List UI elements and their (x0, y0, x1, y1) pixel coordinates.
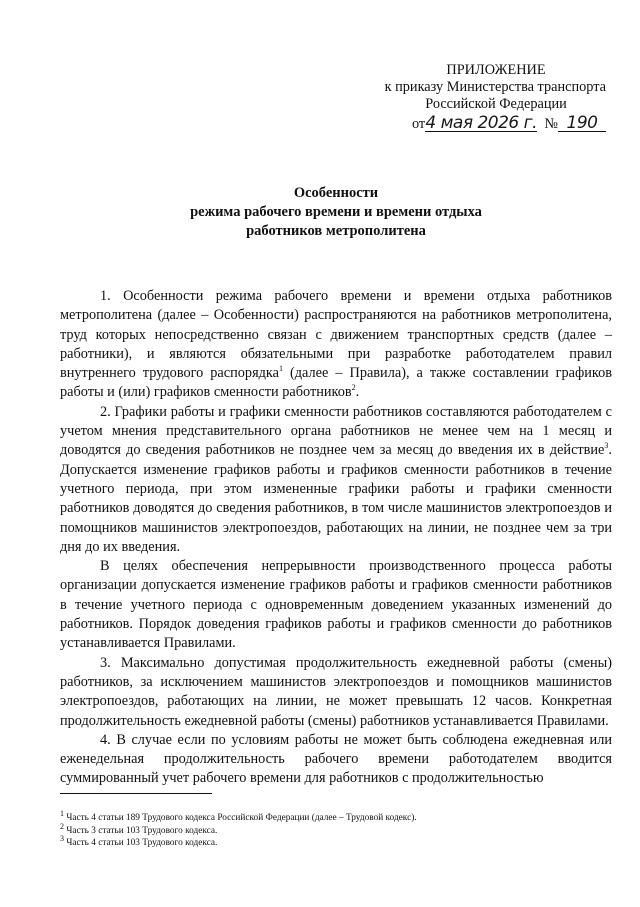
paragraph-2 (60, 403, 612, 557)
footnote-2-text: Часть 3 статьи 103 Трудового кодекса. (64, 825, 218, 836)
footnote-1 (60, 808, 620, 825)
paragraph-1-text-a: 1. Особенности режима рабочего времени и времени отдыха работников метрополитена (далее – Особенности) распространяются на работников метрополитена, труд которых непосредственно связан с движением транспортных средств (далее – работники), и являются обязательными при разработке работодателем правил внутреннего трудового распорядка (60, 288, 612, 382)
paragraph-1 (60, 287, 612, 403)
document-body (60, 287, 612, 789)
paragraph-1-text-c: . (355, 384, 360, 401)
paragraph-5: 4. В случае если по условиям работы не может быть соблюдена ежедневная или еженедельная продолжительность рабочего времени работодателем вводится суммированный учет рабочего времени для работников с продолжительностью (60, 731, 612, 787)
footnote-2-number: 2 (60, 821, 64, 831)
footnote-2 (60, 821, 620, 838)
title-line-3: работников метрополитена (246, 223, 426, 239)
handwritten-number: 190 (558, 115, 606, 132)
footnote-separator (60, 793, 212, 794)
paragraph-3: В целях обеспечения непрерывности производственного процесса работы организации допускается изменение графиков работы и графиков сменности работников в течение учетного периода с одновременным доведением указанных изменений до работников. Порядок доведения графиков работы и графиков сменности до работников устанавливается Правилами. (60, 558, 612, 652)
footnote-3-number: 3 (60, 833, 64, 843)
date-prefix: от (411, 116, 426, 132)
document-title (60, 184, 612, 241)
title-line-2: режима рабочего времени и времени отдыха (190, 204, 482, 220)
footnote-1-number: 1 (60, 808, 64, 818)
paragraph-1-text-b: (далее – Правила), а также составлении графиков работы и (или) графиков сменности работников (60, 365, 612, 401)
paragraph-4: 3. Максимально допустимая продолжительность ежедневной работы (смены) работников, за исключением машинистов электропоездов и помощников машинистов электропоездов, работающих на линии, не может превышать 12 часов. Конкретная продолжительность ежедневной работы (смены) работников устанавливается Правилами. (60, 654, 612, 729)
footnote-3-text: Часть 4 статьи 103 Трудового кодекса. (64, 838, 218, 848)
footnote-ref-3: 3 (604, 441, 609, 451)
number-prefix: № (544, 116, 558, 132)
paragraph-2-text-a: 2. Графики работы и графики сменности работников составляются работодателем с учетом мнения представительного органа работников не менее чем на 1 месяц и доводятся до сведения работников не позднее чем за месяц до введения их в действие (60, 403, 612, 459)
footnote-ref-1: 1 (279, 364, 283, 374)
title-line-1: Особенности (293, 185, 379, 201)
federation-line: Российской Федерации (425, 96, 567, 112)
footnote-3 (60, 833, 620, 850)
approval-block (346, 62, 606, 133)
footnote-1-text: Часть 4 статьи 189 Трудового кодекса Российской Федерации (далее – Трудовой кодекс). (64, 813, 417, 823)
order-line: к приказу Министерства транспорта (384, 79, 606, 95)
appendix-label: ПРИЛОЖЕНИЕ (446, 62, 546, 78)
footnote-ref-2: 2 (351, 383, 356, 393)
paragraph-2-text-b: . Допускается изменение графиков работы и графиков сменности работников в течение учетного периода, при этом измененные графики работы и графики сменности работников доводятся до сведения работников, в том числе машинистов электропоездов и помощников машинистов электропоездов, работающих на линии, не позднее чем за три дня до их введения. (60, 442, 612, 555)
handwritten-date: 4 мая 2026 г. (425, 113, 537, 133)
footnotes (60, 808, 620, 850)
date-number-row (346, 115, 606, 133)
